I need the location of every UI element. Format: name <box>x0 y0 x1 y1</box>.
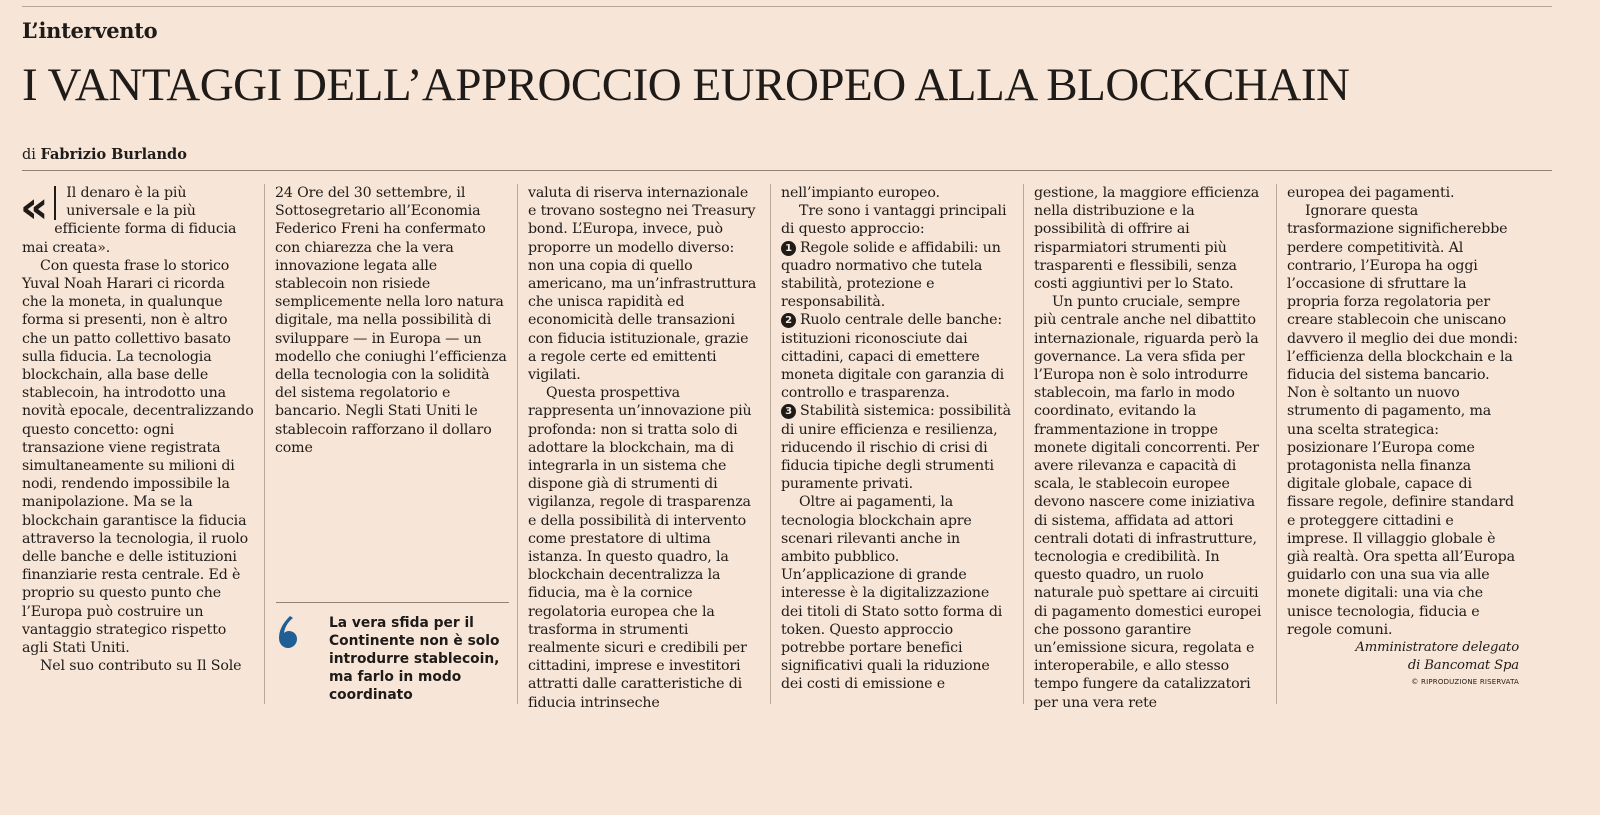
quote-bar <box>54 186 56 220</box>
header-rule <box>22 170 1552 171</box>
author-organization: di Bancomat Spa <box>1407 658 1519 674</box>
paragraph: valuta di riserva internazionale e trovano sostegno nei Treasury bond. L’Europa, invece, può proporre un modello diverso: non una copia di quello americano, ma un’infrastruttura che unisca rapidità ed economicità delle transazioni con fiducia istituzionale, grazie a regole certe ed emittenti vigilati. <box>528 185 757 384</box>
paragraph: Oltre ai pagamenti, la tecnologia blockchain apre scenari rilevanti anche in ambito pubblico. Un’applicazione di grande interesse è la digitalizzazione dei titoli di Stato sotto forma di token. Questo approccio potrebbe portare benefici significativi quali la riduzione dei costi di emissione e <box>781 494 1003 693</box>
paragraph: europea dei pagamenti. <box>1287 185 1455 201</box>
top-rule <box>22 6 1552 7</box>
paragraph: Ignorare questa trasformazione significherebbe perdere competitività. Al contrario, l’Europa ha oggi l’occasione di sfruttare la propria forza regolatoria per creare stablecoin che uniscano davvero il meglio dei due mondi: l’efficienza della blockchain e la fiducia del sistema bancario. Non è soltanto un nuovo strumento di pagamento, ma una scelta strategica: posizionare l’Europa come protagonista nella finanza digitale globale, capace di fissare regole, definire standard e proteggere cittadini e imprese. Il villaggio globale è già realtà. Ora spetta all’Europa guidarlo con una sua via alle monete digitali: una via che unisce tecnologia, fiducia e regole comuni. <box>1287 203 1518 638</box>
column-separator <box>264 184 265 704</box>
column-separator <box>517 184 518 704</box>
opening-quote-text: Il denaro è la più universale e la più efficiente forma di fiducia mai creata». <box>22 185 237 256</box>
column-separator <box>1023 184 1024 704</box>
paragraph: nell’impianto europeo. <box>781 185 940 201</box>
quote-mark-icon: « <box>20 182 49 233</box>
article-headline: I VANTAGGI DELL’APPROCCIO EUROPEO ALLA BLOCKCHAIN <box>22 59 1350 111</box>
quote-drop-icon <box>276 614 300 654</box>
number-1-icon: 1 <box>781 241 796 256</box>
number-3-icon: 3 <box>781 404 796 419</box>
paragraph: Con questa frase lo storico Yuval Noah Harari ci ricorda che la moneta, in qualunque forma si presenti, non è altro che un patto collettivo basato sulla fiducia. La tecnologia blockchain, alla base delle stablecoin, ha introdotto una novità epocale, decentralizzando questo concetto: ogni transazione viene registrata simultaneamente su milioni di nodi, rendendo impossibile la manipolazione. Ma se la blockchain garantisce la fiducia attraverso la tecnologia, il ruolo delle banche e delle istituzioni finanziarie resta centrale. Ed è proprio su questo punto che l’Europa può costruire un vantaggio strategico rispetto agli Stati Uniti. <box>22 257 254 657</box>
pull-quote-rule <box>276 602 509 603</box>
author-role: Amministratore delegato <box>1355 640 1519 656</box>
section-kicker: L’intervento <box>22 18 158 43</box>
paragraph <box>22 184 254 257</box>
paragraph: Nel suo contributo su Il Sole <box>40 658 242 675</box>
list-item <box>781 311 1013 402</box>
column-6 <box>1287 184 1519 689</box>
column-2 <box>275 184 507 457</box>
column-5 <box>1034 184 1266 712</box>
list-item-text: Stabilità sistemica: possibilità di unire efficienza e resilienza, riducendo il rischio di crisi di fiducia tipiche degli strumenti puramente privati. <box>781 403 1011 493</box>
copyright-notice: © RIPRODUZIONE RISERVATA <box>1411 678 1519 687</box>
paragraph: Un punto cruciale, sempre più centrale anche nel dibattito internazionale, riguarda però la governance. La vera sfida per l’Europa non è solo introdurre stablecoin, ma farlo in modo coordinato, evitando la frammentazione in troppe monete digitali concorrenti. Per avere rilevanza e capacità di scala, le stablecoin europee devono nascere come iniziativa di sistema, affidata ad attori centrali dotati di infrastrutture, tecnologia e credibilità. In questo quadro, un ruolo naturale può spettare ai circuiti di pagamento domestici europei che possono garantire un’emissione sicura, regolata e interoperabile, e allo stesso tempo fungere da catalizzatori per una vera rete <box>1034 294 1262 711</box>
paragraph: Questa prospettiva rappresenta un’innovazione più profonda: non si tratta solo di adottare la blockchain, ma di integrarla in un sistema che dispone già di strumenti di vigilanza, regole di trasparenza e della possibilità di intervento come prestatore di ultima istanza. In questo quadro, la blockchain decentralizza la fiducia, ma è la cornice regolatoria europea che la trasforma in strumenti realmente sicuri e credibili per cittadini, imprese e investitori attratti dalle caratteristiche di fiducia intrinseche <box>528 385 752 711</box>
list-item <box>781 402 1013 493</box>
paragraph: 24 Ore del 30 settembre, il Sottosegretario all’Economia Federico Freni ha confermato con chiarezza che la vera innovazione legata alle stablecoin non risiede semplicemente nella loro natura digitale, ma nella possibilità di sviluppare — in Europa — un modello che coniughi l’efficienza della tecnologia con la solidità del sistema regolatorio e bancario. Negli Stati Uniti le stablecoin rafforzano il dollaro come <box>275 185 507 456</box>
column-4 <box>781 184 1013 694</box>
column-separator <box>1276 184 1277 704</box>
pull-quote: La vera sfida per il Continente non è solo introdurre stablecoin, ma farlo in modo coordinato <box>329 615 500 703</box>
column-separator <box>770 184 771 704</box>
list-item-text: Regole solide e affidabili: un quadro normativo che tutela stabilità, protezione e responsabilità. <box>781 239 1001 311</box>
column-3 <box>528 184 760 712</box>
number-2-icon: 2 <box>781 313 796 328</box>
byline-author: Fabrizio Burlando <box>40 146 187 163</box>
byline-prefix: di <box>22 147 36 163</box>
list-item-text: Ruolo centrale delle banche: istituzioni riconosciute dai cittadini, capaci di emettere moneta digitale con garanzia di controllo e trasparenza. <box>781 312 1005 402</box>
column-1 <box>22 184 254 675</box>
list-item <box>781 239 1013 312</box>
byline <box>22 146 187 163</box>
paragraph: gestione, la maggiore efficienza nella distribuzione e la possibilità di offrire ai risparmiatori strumenti più trasparenti e flessibili, senza costi aggiuntivi per lo Stato. <box>1034 185 1260 293</box>
paragraph: Tre sono i vantaggi principali di questo approccio: <box>781 203 1007 238</box>
